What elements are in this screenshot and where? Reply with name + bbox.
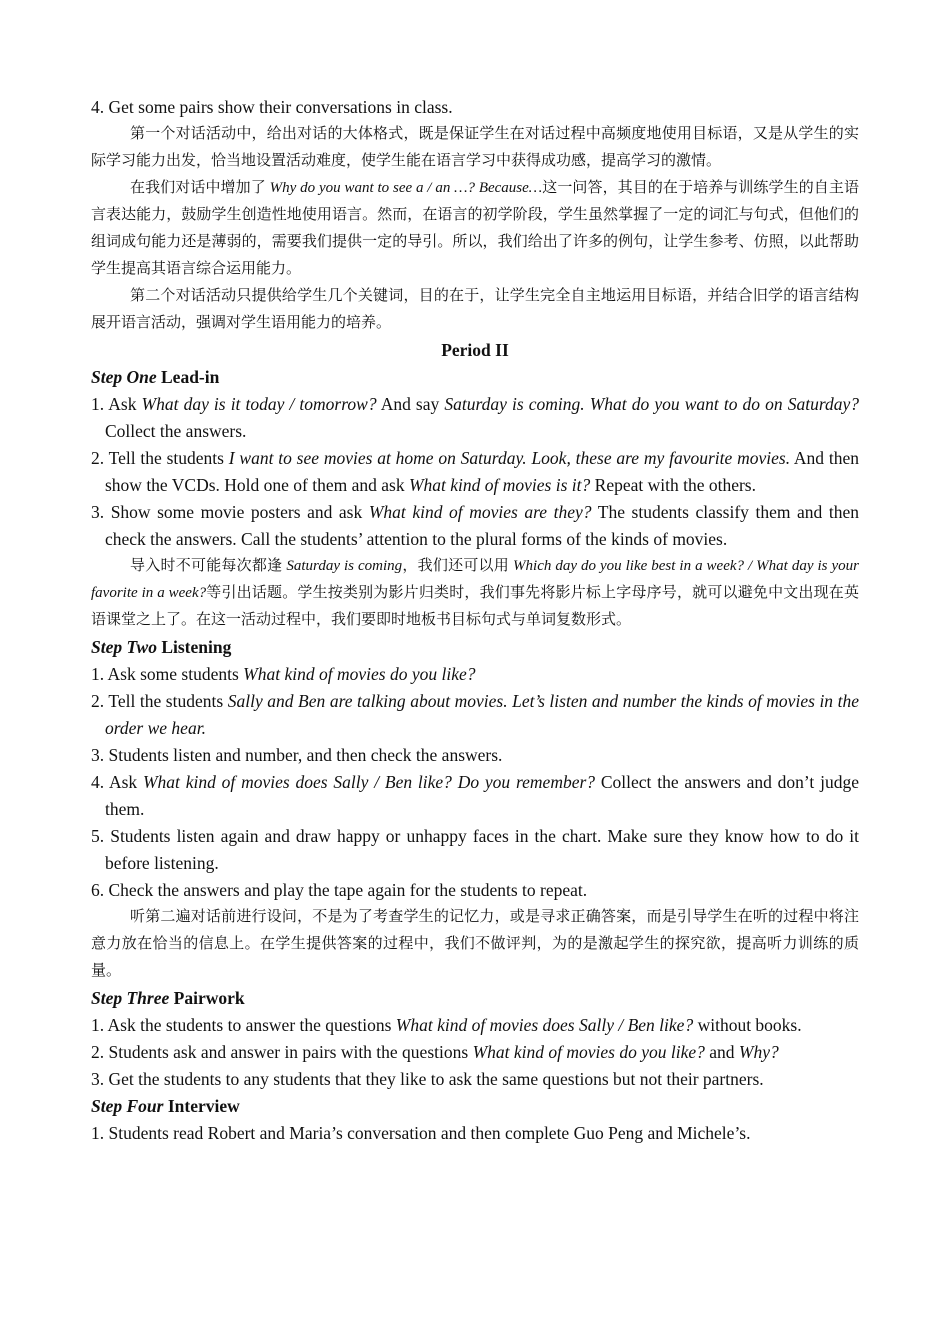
italic-text: Step Two [91,637,157,657]
italic-text: Why do you want to see a / an …? Because… [269,180,543,196]
chinese-commentary-paragraph [91,175,859,283]
list-item [91,661,859,688]
list-item [91,499,859,553]
step-heading [91,634,859,661]
list-item [91,877,859,904]
text-run: Period II [441,340,509,360]
list-item [91,1012,859,1039]
document-body [91,94,859,1147]
text-run: 导入时不可能每次都逢 [130,558,287,574]
text-run: 听第二遍对话前进行设问，不是为了考查学生的记忆力，或是寻求正确答案，而是引导学生在听的过程中将注意力放在恰当的信息上。在学生提供答案的过程中，我们不做评判，为的是激起学生的探究欲，提高听力训练的质量。 [91,909,859,979]
text-run: Repeat with the others. [590,475,756,495]
text-run: 3. Students listen and number, and then check the answers. [91,745,503,765]
text-run: ，我们还可以用 [402,558,514,574]
text-run: Listening [156,637,232,657]
step-heading [91,1093,859,1120]
italic-text: What kind of movies are they? [368,502,592,522]
text-run: 1. Ask [91,394,142,414]
text-run: 这一问答，其目的在于培养与训练学生的自主语言表达能力，鼓励学生创造性地使用语言。然而，在语言的初学阶段，学生虽然掌握了一定的词汇与句式，但他们的组词成句能力还是薄弱的，需要我们提供一定的导引。所以，我们给出了许多的例句，让学生参考、仿照，以此帮助学生提高其语言综合运用能力。 [91,180,859,277]
text-run: 2. Tell the students [91,691,228,711]
text-run: 4. Ask [91,772,143,792]
chinese-commentary-paragraph [91,283,859,337]
section-heading [91,337,859,364]
list-item [91,688,859,742]
italic-text: Step Three [91,988,170,1008]
italic-text: Saturday is coming [286,558,403,574]
text-run: without books. [693,1015,802,1035]
text-run: 第二个对话活动只提供给学生几个关键词，目的在于，让学生完全自主地运用目标语，并结合旧学的语言结构展开语言活动，强调对学生语用能力的培养。 [91,288,859,331]
text-run: 1. Ask the students to answer the questions [91,1015,396,1035]
text-run: 3. Show some movie posters and ask [91,502,369,522]
text-run: 2. Students ask and answer in pairs with the questions [91,1042,473,1062]
italic-text: What kind of movies do you like? [472,1042,705,1062]
text-run: 6. Check the answers and play the tape again for the students to repeat. [91,880,588,900]
text-run: 第一个对话活动中，给出对话的大体格式，既是保证学生在对话过程中高频度地使用目标语，又是从学生的实际学习能力出发，恰当地设置活动难度，使学生能在语言学习中获得成功感，提高学习的激情。 [91,126,859,169]
italic-text: What kind of movies is it? [408,475,591,495]
italic-text: I want to see movies at home on Saturday. Look, these are my favourite movies. [228,448,791,468]
italic-text: What kind of movies does Sally / Ben like? Do you remember? [142,772,596,792]
text-run: 4. Get some pairs show their conversations in class. [91,97,453,117]
list-item [91,94,859,121]
text-run: And say [376,394,445,414]
text-run: And then show the VCDs. Hold one of them and ask [105,448,860,495]
text-run: and [704,1042,739,1062]
text-run: 1. Ask some students [91,664,244,684]
italic-text: What day is it today / tomorrow? [141,394,377,414]
text-run: The students classify them and then check the answers. Call the students’ attention to the plural forms of the kinds of movies. [105,502,859,549]
italic-text: Why? [738,1042,779,1062]
text-run: Interview [163,1096,240,1116]
text-run: Pairwork [169,988,245,1008]
list-item [91,1120,859,1147]
text-run: Collect the answers. [105,421,247,441]
italic-text: What kind of movies does Sally / Ben like? [395,1015,694,1035]
list-item [91,445,859,499]
italic-text: Which day do you like best in a week? / What day is your favorite in a week? [91,558,859,601]
list-item [91,823,859,877]
text-run: Lead-in [156,367,220,387]
list-item [91,742,859,769]
italic-text: What kind of movies do you like? [243,664,476,684]
text-run: 3. Get the students to any students that they like to ask the same questions but not their partners. [91,1069,764,1089]
text-run: 等引出话题。学生按类别为影片归类时，我们事先将影片标上字母序号，就可以避免中文出现在英语课堂之上了。在这一活动过程中，我们要即时地板书目标句式与单词复数形式。 [91,585,859,628]
text-run: 2. Tell the students [91,448,229,468]
chinese-commentary-paragraph [91,121,859,175]
step-heading [91,364,859,391]
list-item [91,1039,859,1066]
italic-text: Sally and Ben are talking about movies. Let’s listen and number the kinds of movies in the order we hear. [105,691,859,738]
italic-text: Step One [91,367,157,387]
text-run: 5. Students listen again and draw happy or unhappy faces in the chart. Make sure they know how to do it before listening. [91,826,859,873]
list-item [91,391,859,445]
text-run: 1. Students read Robert and Maria’s conversation and then complete Guo Peng and Michele’s. [91,1123,751,1143]
chinese-commentary-paragraph [91,904,859,985]
text-run: Collect the answers and don’t judge them. [105,772,859,819]
step-heading [91,985,859,1012]
italic-text: Saturday is coming. What do you want to do on Saturday? [444,394,860,414]
chinese-commentary-paragraph [91,553,859,634]
italic-text: Step Four [91,1096,164,1116]
list-item [91,1066,859,1093]
text-run: 在我们对话中增加了 [130,180,270,196]
list-item [91,769,859,823]
